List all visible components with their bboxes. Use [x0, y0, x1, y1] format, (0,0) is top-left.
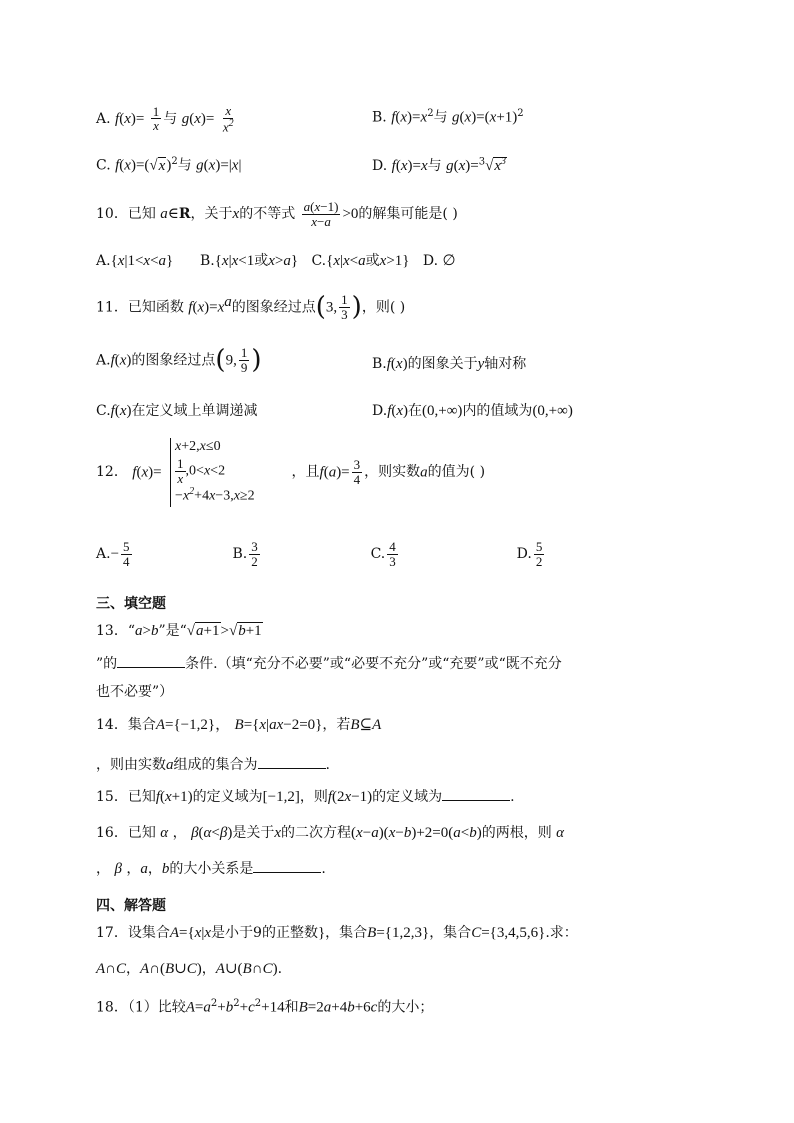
question-10: 10．已知 a∈R，关于x的不等式 $\frac{a(x-1)}{x-a}$ >0的解集可能是( ) [96, 199, 458, 229]
question-16-line2: ， β ，a，b的大小关系是 . [96, 861, 326, 877]
fraction: $\frac{5}{2}$ [535, 539, 543, 569]
question-15: 15．已知f(x+1)的定义域为[−1,2]，则f(2x−1)的定义域为 . [96, 789, 515, 805]
question-18: 18．（1）比较$A=a^2+b^2+c^2+14$和B=2a+4b+6c的大小； [96, 998, 434, 1016]
q9-option-a: A. f(x)= $\frac{1}{x}$ 与 g(x)= $\frac{x}{x^2}$ [96, 103, 234, 134]
q12-options: A.− $\frac{5}{4}$ B. $\frac{3}{2}$ C. $\frac{4}{3}$ D. $\frac{5}{2}$ [96, 539, 543, 569]
question-13-line2: ”的 条件.（填“充分不必要”或“必要不充分”或“充要”或“既不充分 [96, 656, 562, 672]
fraction: $\frac{1}{9}$ [240, 345, 248, 376]
q9-option-c: C. $f(x)=(√x)^2$与 g(x)=|x| [96, 156, 242, 174]
fraction: $\frac{a(x-1)}{x-a}$ [303, 199, 339, 229]
q11-option-b: B.f(x)的图象关于y轴对称 [372, 356, 527, 372]
fraction: $\frac{x}{x^2}$ [222, 103, 234, 134]
answer-blank[interactable] [117, 655, 185, 668]
answer-blank[interactable] [253, 860, 321, 873]
fraction: $\frac{3}{2}$ [251, 539, 258, 569]
question-17: 17．设集合A={x|x是小于9的正整数}，集合B={1,2,3}，集合C={3,4,5,6}.求： [96, 925, 578, 941]
section-heading-solutions: 四、解答题 [96, 898, 166, 914]
question-12: 12． f(x)= x+2,x≤0 $\frac{1}{x}$ ,0<x<2 $-x^2+4x-3,x\ge 2$ ，且f(a)= $\frac{3}{4}$ ，则实数a的值为( ) [96, 438, 485, 507]
q10-options: A.{x|1<x<a} B.{x|x<1或x>a} C.{x|x<a或x>1} D. ∅ [96, 253, 456, 269]
q11-option-a: A.f(x)的图象经过点(9, $\frac{1}{9}$ ) [96, 345, 262, 376]
question-13: 13．“a>b”是“√a+1>√b+1 [96, 623, 262, 639]
fraction: $\frac{1}{x}$ [152, 103, 160, 134]
fraction: $\frac{4}{3}$ [389, 539, 396, 569]
fraction: $\frac{3}{4}$ [353, 457, 361, 487]
answer-blank[interactable] [442, 788, 510, 801]
section-heading-fill-in: 三、填空题 [96, 596, 166, 612]
fraction: $\frac{1}{3}$ [341, 292, 348, 323]
answer-blank[interactable] [258, 756, 326, 769]
question-13-line3: 也不必要”） [96, 684, 174, 700]
question-14: 14．集合A={−1,2}， B={x|ax−2=0}，若B⊆A [96, 717, 382, 733]
question-11: 11．已知函数 $f(x)=x^a$的图象经过点(3, $\frac{1}{3}$ )，则( ) [96, 292, 406, 323]
q11-option-c: C.f(x)在定义域上单调递减 [96, 403, 258, 419]
q9-option-d: D. f(x)=x与 $g(x)=^3√x^3$ [372, 156, 506, 174]
q11-option-d: D.f(x)在(0,+∞)内的值域为(0,+∞) [372, 403, 573, 419]
question-17-line2: A∩C，A∩(B∪C)，A∪(B∩C). [96, 961, 283, 977]
question-14-line2: ，则由实数a组成的集合为 . [96, 757, 330, 773]
q9-option-b: B. $f(x)=x^2$与 $g(x)=(x+1)^2$ [372, 108, 524, 126]
piecewise-function: x+2,x≤0 $\frac{1}{x}$ ,0<x<2 $-x^2+4x-3,x\ge 2$ [170, 438, 255, 507]
fraction: $\frac{5}{4}$ [123, 539, 130, 569]
question-16: 16．已知 α ， β(α<β)是关于x的二次方程(x−a)(x−b)+2=0(a<b)的两根，则 α [96, 825, 565, 841]
